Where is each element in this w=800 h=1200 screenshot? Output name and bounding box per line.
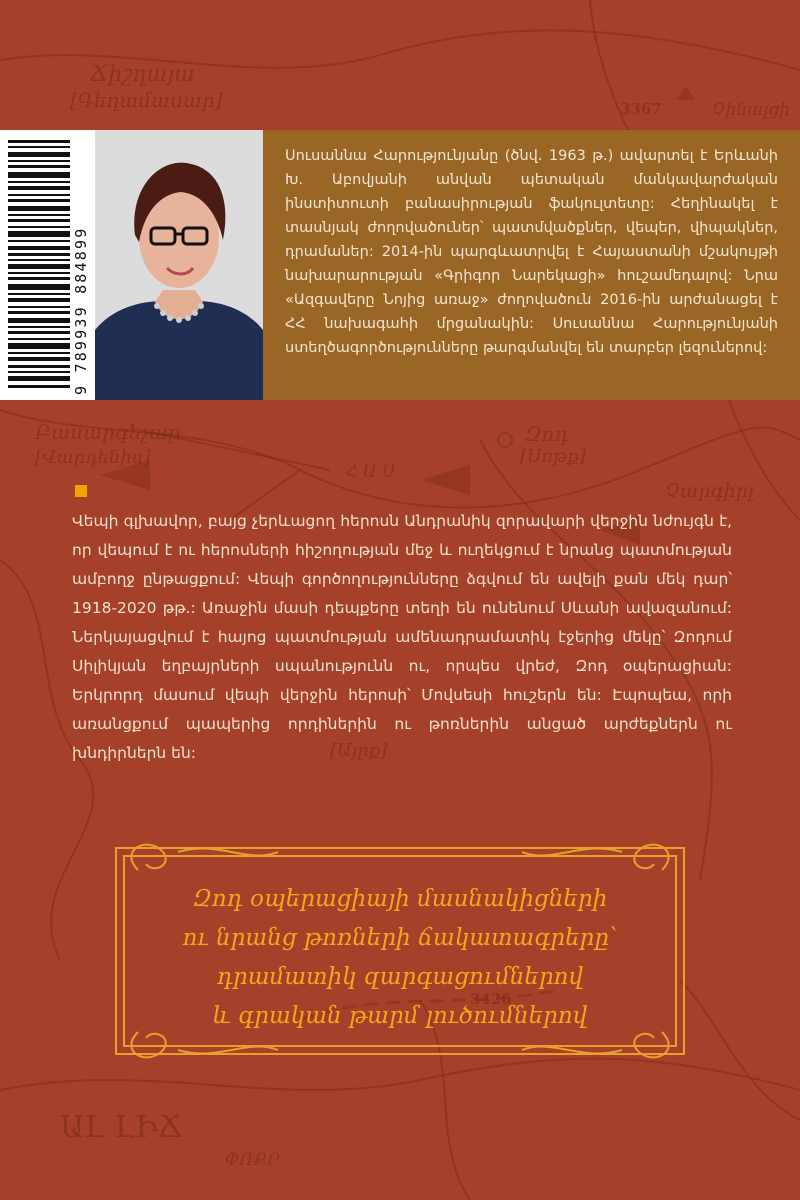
author-bio: Սուսաննա Հարությունյանը (ծնվ. 1963 թ.) ավարտել է Երևանի Խ. Աբովյանի անվան պետական մանկավարժական ինստիտուտի բանասիրության ֆակուլտետը: Հեղինակել է տասնյակ ժողովածուներ՝ պատմվածքներ, վեպեր, վիպակներ, դրամաներ: 2014-ին պարգևատրվել է Հայաստանի մշակույթի նախարարության «Գրիգոր Նարեկացի» հուշամեդալով: Նրա «Ազգավերը Նոյից առաջ» ժողովածուն 2016-ին արժանացել է ՀՀ նախագահի մրցանակին: Սուսաննա Հարությունյանի ստեղծագործությունները թարգմանվել են տարբեր լեզուներով: xyxy=(285,148,778,356)
quote-line: ու նրանց թոռների ճակատագրերը՝ xyxy=(182,925,618,951)
map-label-elevation-2: 3426 xyxy=(470,990,512,1008)
quote-line: դրամատիկ զարգացումներով xyxy=(216,964,584,990)
map-label-geghamasar: [Գեղամասար] xyxy=(70,88,223,112)
author-bio-panel xyxy=(263,130,800,400)
map-label-pokr: ՓՈՔՐ xyxy=(225,1150,281,1170)
map-label-chinaltsi: Չինալցի xyxy=(712,100,791,120)
map-label-hayu: Հ Ա Ս xyxy=(345,462,396,482)
quote-line: և գրական թարմ լուծումներով xyxy=(212,1003,588,1029)
barcode-bars xyxy=(8,140,70,390)
map-label-basargechar: Բասարգեչար xyxy=(35,420,181,444)
map-label-chardakhli: Չարգիրլ xyxy=(665,480,754,502)
map-label-vardenis: [Վարդենիս] xyxy=(35,447,151,468)
map-label-ayrk: [Այրք] xyxy=(330,740,388,761)
map-label-elevation-1: 3367 xyxy=(620,100,662,118)
author-portrait xyxy=(95,130,263,400)
book-description: Վեպի գլխավոր, բայց չերևացող հերոսն Անդրանիկ զորավարի վերջին նժույգն է, որ վեպում է ու հերոսների հիշողության մեջ և ուղեկցում է նրանց պատմության ամբողջ ընթացքում: Վեպի գործողությունները ձգվում են ավելի քան մեկ դար՝ 1918-2020 թթ.: Առաջին մասի դեպքերը տեղի են ունենում Սևանի ավազանում: Ներկայացվում է հայոց պատմության ամենադրամատիկ էջերից մեկը՝ Զոդում Սիլիկյան եղբայրների սպանությունն ու, որպես վրեժ, Զոդ օպերացիան: Երկրորդ մասում վեպի վերջին հերոսի՝ Մովսեսի հուշերն են: Էպոպեա, որի առանցքում պապերից որդիներին ու թոռներին անցած արժեքներն ու խնդիրներն են: xyxy=(72,512,732,762)
map-label-sotk: [Սոթք] xyxy=(520,446,586,467)
barcode xyxy=(0,130,95,400)
highlight-quote xyxy=(140,880,660,1036)
map-label-chichghaya: Ճիշղայա xyxy=(90,62,195,87)
bullet-square-icon xyxy=(75,485,87,497)
author-photo xyxy=(95,130,263,400)
map-label-zod: Զոդ xyxy=(525,422,569,446)
map-label-al-lich: ԱԼ ԼԻՃ xyxy=(60,1110,184,1145)
quote-line: Զոդ օպերացիայի մասնակիցների xyxy=(192,886,608,912)
isbn-number: 9 789939 884899 xyxy=(72,226,90,395)
